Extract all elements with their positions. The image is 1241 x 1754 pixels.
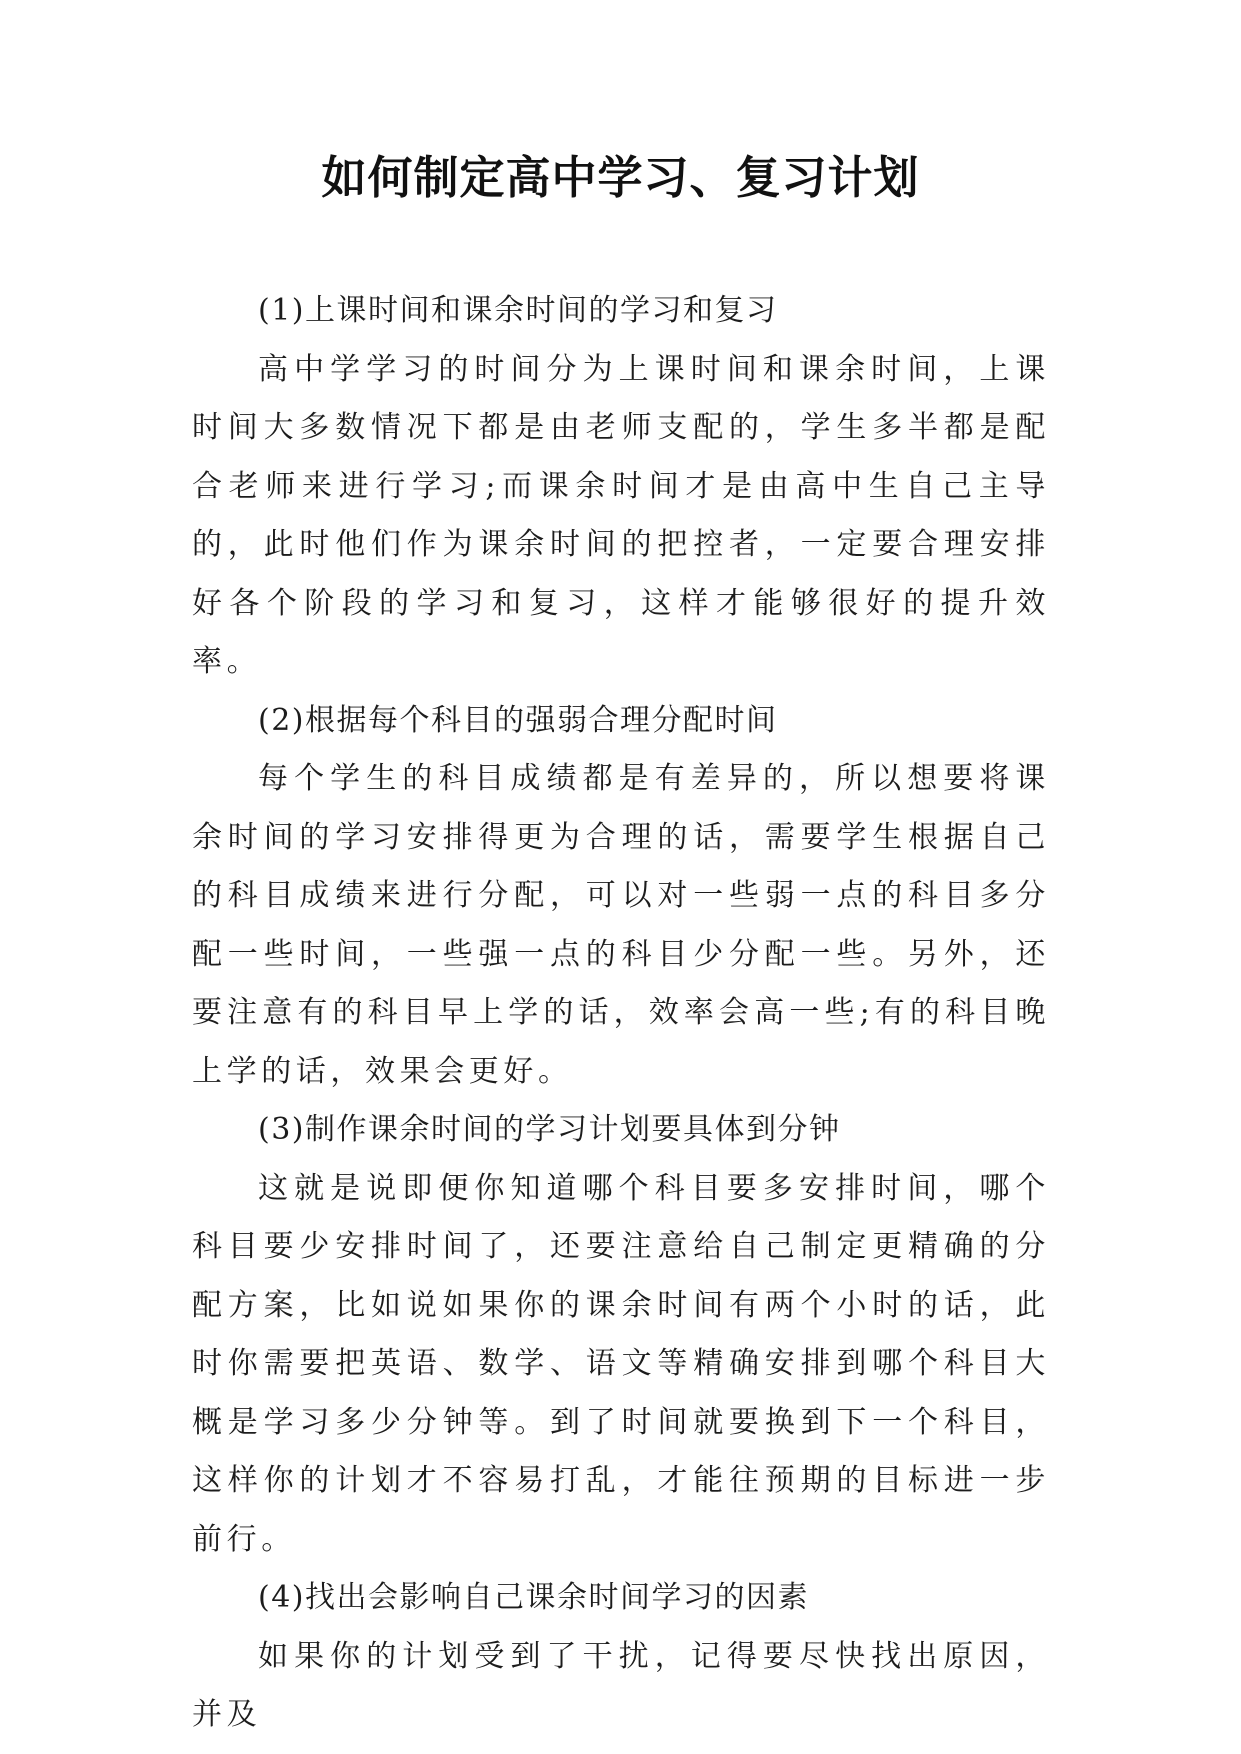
section-heading-2: (2)根据每个科目的强弱合理分配时间	[258, 702, 778, 738]
paragraph-4: 如果你的计划受到了干扰，记得要尽快找出原因，并及	[192, 1638, 1050, 1732]
section-heading-3: (3)制作课余时间的学习计划要具体到分钟	[258, 1112, 841, 1147]
document-title: 如何制定高中学习、复习计划	[321, 151, 920, 204]
section-heading-1: (1)上课时间和课余时间的学习和复习	[258, 293, 778, 328]
paragraph-2: 每个学生的科目成绩都是有差异的，所以想要将课余时间的学习安排得更为合理的话，需要学生根据自己的科目成绩来进行分配，可以对一些弱一点的科目多分配一些时间，一些强一点的科目少分配一些。另外，还要注意有的科目早上学的话，效率会高一些;有的科目晚上学的话，效果会更好。	[192, 761, 1050, 1089]
paragraph-3: 这就是说即便你知道哪个科目要多安排时间，哪个科目要少安排时间了，还要注意给自己制定更精确的分配方案，比如说如果你的课余时间有两个小时的话，此时你需要把英语、数学、语文等精确安排到哪个科目大概是学习多少分钟等。到了时间就要换到下一个科目，这样你的计划才不容易打乱，才能往预期的目标进一步前行。	[192, 1170, 1050, 1557]
paragraph-1: 高中学学习的时间分为上课时间和课余时间，上课时间大多数情况下都是由老师支配的，学生多半都是配合老师来进行学习;而课余时间才是由高中生自己主导的，此时他们作为课余时间的把控者，一定要合理安排好各个阶段的学习和复习，这样才能够很好的提升效率。	[192, 351, 1050, 679]
section-heading-4: (4)找出会影响自己课余时间学习的因素	[258, 1580, 809, 1615]
document-body	[192, 282, 1050, 1745]
